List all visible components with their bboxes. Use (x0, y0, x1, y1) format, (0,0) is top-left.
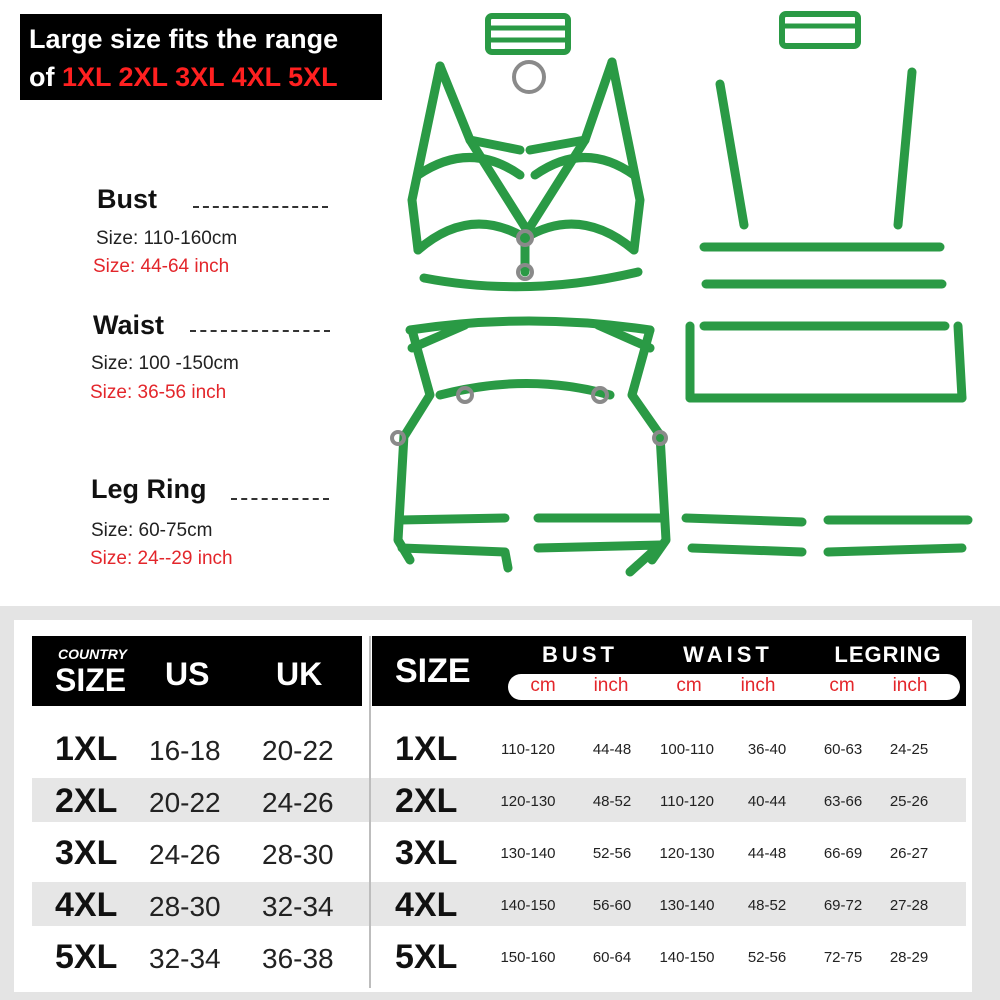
row-5xl-size: 5XL (55, 938, 118, 976)
leg-ring-cm: Size: 60-75cm (91, 520, 213, 541)
row-4xl-legring-cm: 69-72 (823, 897, 863, 914)
leg-ring-dash-line (231, 498, 329, 500)
unit-legring-cm: cm (829, 675, 855, 696)
leg-ring-inch: Size: 24--29 inch (90, 548, 233, 569)
row-1xl-us: 16-18 (149, 735, 221, 766)
banner-line-1: Large size fits the range (29, 24, 339, 54)
row-1xl-legring-cm: 60-63 (823, 741, 863, 758)
row-5xl-legring-cm: 72-75 (823, 949, 863, 966)
unit-legring-inch: inch (892, 675, 928, 696)
row-2xl-legring-cm: 63-66 (823, 793, 863, 810)
unit-waist-inch: inch (740, 675, 776, 696)
row-2xl-uk: 24-26 (262, 787, 334, 818)
waist-inch: Size: 36-56 inch (90, 382, 227, 403)
row-2xl-bust-inch: 48-52 (592, 793, 632, 810)
waist-title: Waist (93, 310, 165, 340)
row-3xl-bust-cm: 130-140 (500, 845, 556, 862)
row-5xl-bust-cm: 150-160 (500, 949, 556, 966)
banner-size-list: 1XL 2XL 3XL 4XL 5XL (62, 62, 338, 92)
header-uk: UK (276, 656, 323, 692)
row-3xl-legring-inch: 26-27 (889, 845, 929, 862)
header-us: US (165, 656, 210, 692)
row-4xl-uk: 32-34 (262, 891, 334, 922)
row-4xl-bust-inch: 56-60 (592, 897, 632, 914)
row-1xl-legring-inch: 24-25 (889, 741, 929, 758)
header-legring: LEGRING (834, 642, 942, 667)
row-3xl-bust-inch: 52-56 (592, 845, 632, 862)
row-2xl-waist-cm: 110-120 (660, 793, 714, 810)
row-2xl-us: 20-22 (149, 787, 221, 818)
header-country-size: SIZE (55, 662, 127, 698)
header-country: COUNTRY (58, 646, 127, 662)
row-4xl-bust-cm: 140-150 (500, 897, 556, 914)
row-5xl-legring-inch: 28-29 (889, 949, 929, 966)
row-3xl-waist-cm: 120-130 (659, 845, 715, 862)
row-1xl-size: 1XL (55, 730, 118, 768)
row-1xl-waist-inch: 36-40 (747, 741, 787, 758)
row-5xl-bust-inch: 60-64 (592, 949, 632, 966)
unit-bust-cm: cm (530, 675, 556, 696)
banner-line-2 (29, 58, 382, 96)
waist-cm: Size: 100 -150cm (91, 353, 239, 374)
row-1xl-waist-cm: 100-110 (660, 741, 714, 758)
row-5xl-us: 32-34 (149, 943, 221, 974)
harness-product-illustration (380, 8, 980, 588)
unit-bust-inch: inch (593, 675, 629, 696)
row-5xl-waist-cm: 140-150 (659, 949, 715, 966)
table-divider (369, 636, 371, 988)
unit-waist-cm: cm (676, 675, 702, 696)
row-3xl-size-right: 3XL (395, 834, 458, 872)
row-4xl-size-right: 4XL (395, 886, 458, 924)
row-3xl-size: 3XL (55, 834, 118, 872)
row-2xl-size-right: 2XL (395, 782, 458, 820)
row-2xl-bust-cm: 120-130 (500, 793, 556, 810)
banner-line-2-prefix: of (29, 62, 55, 92)
row-4xl-legring-inch: 27-28 (889, 897, 929, 914)
waist-dash-line (190, 330, 330, 332)
bust-dash-line (193, 206, 328, 208)
row-5xl-size-right: 5XL (395, 938, 458, 976)
row-4xl-waist-cm: 130-140 (659, 897, 715, 914)
row-3xl-waist-inch: 44-48 (747, 845, 787, 862)
header-size: SIZE (395, 652, 471, 690)
row-1xl-size-right: 1XL (395, 730, 458, 768)
row-2xl-waist-inch: 40-44 (747, 793, 787, 810)
row-2xl-legring-inch: 25-26 (889, 793, 929, 810)
bust-inch: Size: 44-64 inch (93, 256, 230, 277)
leg-ring-title: Leg Ring (91, 474, 207, 504)
row-4xl-size: 4XL (55, 886, 118, 924)
row-5xl-uk: 36-38 (262, 943, 334, 974)
bust-cm: Size: 110-160cm (96, 228, 238, 249)
row-3xl-us: 24-26 (149, 839, 221, 870)
row-4xl-us: 28-30 (149, 891, 221, 922)
row-3xl-uk: 28-30 (262, 839, 334, 870)
row-2xl-size: 2XL (55, 782, 118, 820)
size-range-banner (20, 14, 382, 100)
row-5xl-waist-inch: 52-56 (747, 949, 787, 966)
row-1xl-bust-cm: 110-120 (501, 741, 555, 758)
bust-title: Bust (97, 184, 157, 214)
row-1xl-bust-inch: 44-48 (592, 741, 632, 758)
row-3xl-legring-cm: 66-69 (823, 845, 863, 862)
row-1xl-uk: 20-22 (262, 735, 334, 766)
row-4xl-waist-inch: 48-52 (747, 897, 787, 914)
header-waist: WAIST (683, 642, 773, 667)
header-bust: BUST (542, 642, 618, 667)
